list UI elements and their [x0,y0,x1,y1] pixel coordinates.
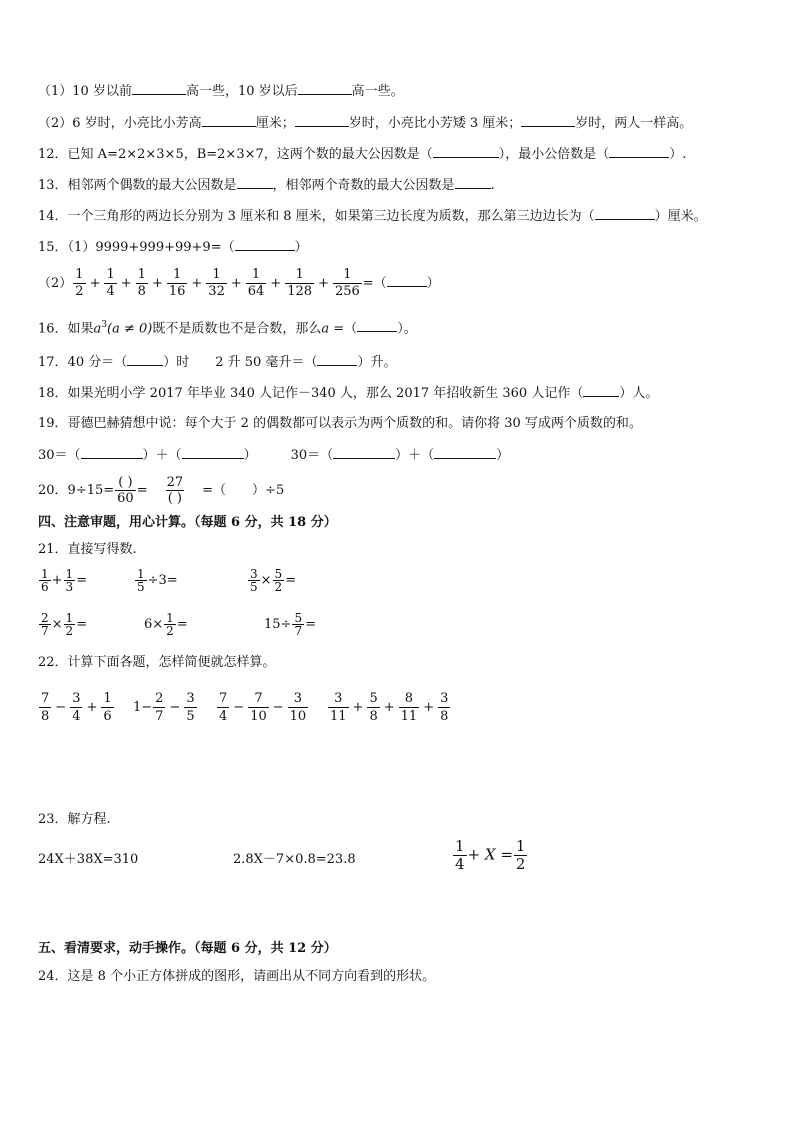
q14: 14．一个三角形的两边长分别为 3 厘米和 8 厘米，如果第三边长度为质数，那么第三边边长为（ ）厘米。 [38,209,707,224]
numerator: 2 [155,691,164,706]
denominator: 256 [334,284,360,299]
fraction [399,690,420,725]
q21-title: 21．直接写得数. [38,542,137,557]
answer-blank[interactable] [595,207,655,220]
numerator: 1 [172,267,182,282]
denominator: 2 [75,284,84,299]
variable-a: a [93,321,102,337]
fraction [333,267,362,300]
answer-blank[interactable] [583,384,619,397]
q15-part1: 15．（1）9999+999+99+9=（ ） [38,240,308,255]
operator: + [318,276,329,291]
numerator: 1 [103,691,112,706]
condition: (a ≠ 0) [107,321,153,337]
fraction [246,267,267,300]
q23-title: 23．解方程. [38,812,111,827]
fraction [328,690,349,725]
fraction [288,690,309,725]
answer-blank[interactable] [298,82,352,95]
operator: + [352,700,364,715]
numerator: 1 [106,267,115,282]
operator: − [169,700,181,715]
q21-item-4: $\frac{2}{7}$ × $\frac{1}{2}$ = [41,611,88,638]
operator: + [383,700,395,715]
denominator: 11 [330,709,347,724]
denominator: 4 [72,709,81,724]
q22-expression-3 [216,690,309,725]
section-4-title: 四、注意审题，用心计算。（每题 6 分，共 18 分） [38,515,337,530]
fraction: $\frac{27}{( )}$ [166,475,184,506]
fraction [206,267,227,300]
numerator: 3 [186,691,195,706]
answer-blank[interactable] [132,82,186,95]
q19-equations: 30＝（ ）＋（ ） 30＝（ ）＋（ ） [38,448,510,463]
denominator: 16 [168,284,186,299]
q15-part2: （2） $\frac{1}{2}$ + $\frac{1}{4}$ + $\frac{1}{8}$ + $\frac{1}{16}$ + $\frac{1}{32}$ + $\frac{1}{64}$ + $\frac{1}{128}$ + $\frac{1}{256}$ =（ ） [38,267,440,299]
fraction [285,267,314,300]
denominator: 8 [41,709,50,724]
q23-equation-2: 2.8X－7×0.8=23.8 [233,852,356,867]
operator: + [86,700,98,715]
q17: 17．40 分＝（ ）时 2 升 50 毫升＝（ ）升。 [38,355,397,370]
fraction [101,690,113,725]
operator: + [423,700,435,715]
fraction [438,690,450,725]
denominator: 32 [208,284,225,299]
exponent: 3 [101,320,108,330]
answer-blank[interactable] [455,176,491,189]
numerator: 1 [212,267,221,282]
denominator: 128 [287,284,313,299]
fraction [136,267,148,300]
fraction [248,690,269,725]
fraction [73,267,85,300]
numerator: 8 [404,691,414,706]
denominator: 8 [440,709,449,724]
answer-blank[interactable] [387,274,427,287]
denominator: 64 [247,284,265,299]
numerator: 3 [72,691,81,706]
answer-blank[interactable] [357,319,397,332]
denominator: 5 [186,709,195,724]
q22-title: 22．计算下面各题，怎样简便就怎样算。 [38,655,276,670]
fraction [167,267,188,300]
q21-item-6: 15÷ $\frac{5}{7}$ = [264,611,316,638]
fraction [39,690,51,725]
answer-blank[interactable] [433,145,499,158]
fraction [153,690,165,725]
q13: 13．相邻两个偶数的最大公因数是 ，相邻两个奇数的最大公因数是 . [38,178,495,193]
answer-blank[interactable] [521,114,575,127]
q20: 20．9÷15= $\frac{( )}{60}$ = $\frac{27}{( )}$ =（ ）÷5 [38,475,285,506]
numerator: 5 [369,691,378,706]
q23-equation-3: $\frac{1}{4}$ + X = $\frac{1}{2}$ [455,837,526,873]
answer-blank[interactable] [237,176,273,189]
denominator: 10 [250,709,267,724]
answer-blank[interactable] [434,446,496,459]
q16: 16．如果$a^3(a \ne 0)$既不是质数也不是合数，那么a =（ ）。 [38,320,417,337]
numerator: 7 [254,691,263,706]
answer-blank[interactable] [317,353,357,366]
answer-blank[interactable] [235,238,295,251]
denominator: 4 [106,284,115,299]
denominator: 4 [219,709,228,724]
fraction [184,690,196,725]
numerator: 3 [440,691,449,706]
q21-item-5: 6× $\frac{1}{2}$ = [144,611,188,638]
q21-item-3: $\frac{3}{5}$ × $\frac{5}{2}$ = [250,567,297,594]
numerator: 3 [334,691,343,706]
denominator: 8 [137,284,146,299]
numerator: 1 [75,267,84,282]
q11-part1: （1）10 岁以前 高一些，10 岁以后 高一些。 [38,84,404,99]
operator: + [270,276,282,291]
answer-blank[interactable] [127,353,163,366]
denominator: 6 [103,709,112,724]
answer-blank[interactable] [81,446,143,459]
answer-blank[interactable]: ( ) [118,475,133,490]
operator: − [55,700,67,715]
answer-blank[interactable] [333,446,395,459]
operator: + [89,276,101,291]
section-5-title: 五、看清要求，动手操作。（每题 6 分，共 12 分） [38,941,337,956]
q22-expression-4 [327,690,451,725]
fraction [104,267,116,300]
denominator: 7 [155,709,164,724]
q21-item-2: $\frac{1}{5}$ ÷3= [137,567,178,594]
q12: 12．已知 A=2×2×3×5，B=2×3×7，这两个数的最大公因数是（ ），最小公倍数是（ ）. [38,147,687,162]
operator: − [272,700,284,715]
numerator: 1 [343,267,352,282]
q11-part2: （2）6 岁时，小亮比小芳高 厘米； 岁时，小亮比小芳矮 3 厘米； 岁时，两人一样高。 [38,116,693,131]
fraction [367,690,379,725]
operator: − [233,700,245,715]
answer-blank[interactable] [295,114,349,127]
answer-blank[interactable]: ( ) [167,491,182,506]
numerator: 1 [295,267,304,282]
numerator: 1 [251,267,261,282]
operator: + [151,276,163,291]
denominator: 10 [289,709,307,724]
fraction: $\frac{( )}{60}$ [117,475,134,506]
numerator: 3 [293,691,303,706]
q22-expression-1 [38,690,115,725]
numerator: 7 [219,691,228,706]
answer-blank[interactable] [609,145,669,158]
fraction [217,690,229,725]
q22-expression-2: 1− $\frac{2}{7}$ − $\frac{3}{5}$ [133,691,195,724]
operator: + [120,276,132,291]
operator: + [230,276,242,291]
numerator: 7 [41,691,50,706]
numerator: 1 [137,267,146,282]
variable-a: a [321,321,330,337]
answer-blank[interactable] [202,114,256,127]
q24-text: 24．这是 8 个小正方体拼成的图形，请画出从不同方向看到的形状。 [38,969,436,984]
q23-equation-1: 24X＋38X=310 [38,852,139,867]
operator: + [191,276,203,291]
fraction [70,690,82,725]
denominator: 8 [369,709,378,724]
q18: 18．如果光明小学 2017 年毕业 340 人记作－340 人，那么 2017 年招收新生 360 人记作（ ）人。 [38,386,659,401]
q21-item-1: $\frac{1}{6}$ + $\frac{1}{3}$ = [41,567,88,594]
denominator: 11 [400,709,418,724]
answer-blank[interactable] [182,446,244,459]
q19-text: 19．哥德巴赫猜想中说：每个大于 2 的偶数都可以表示为两个质数的和。请你将 30 写成两个质数的和。 [38,416,642,431]
